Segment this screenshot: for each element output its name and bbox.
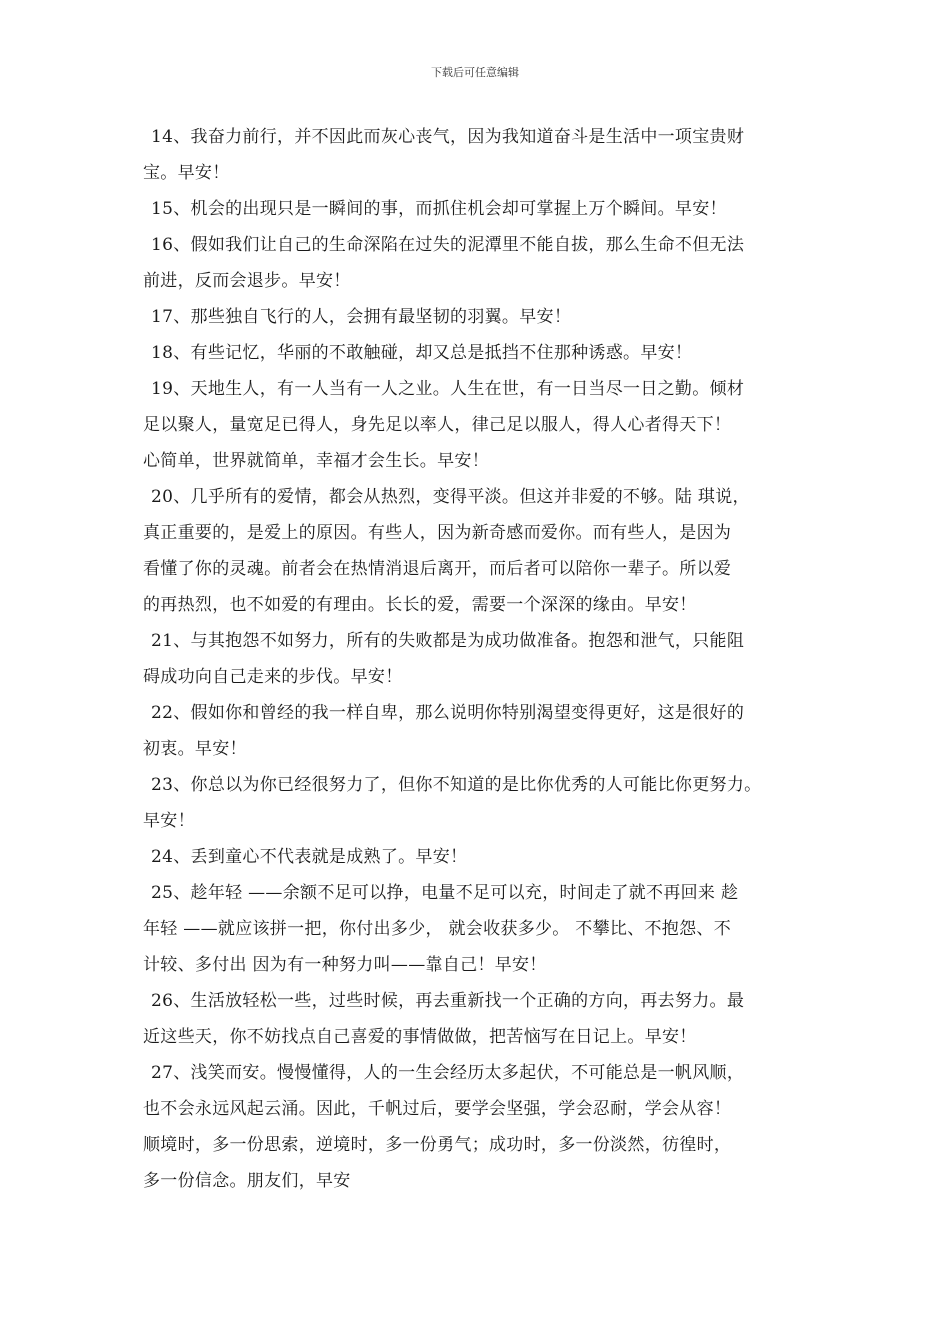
text-line: 近这些天，你不妨找点自己喜爱的事情做做，把苦恼写在日记上。早安！ (143, 1027, 697, 1047)
text-line: 初衷。早安！ (143, 739, 247, 759)
text-line: 25、趁年轻 ——余额不足可以挣，电量不足可以充，时间走了就不再回来 趁 (151, 883, 739, 903)
text-line: 也不会永远风起云涌。因此，千帆过后，要学会坚强，学会忍耐，学会从容！ (143, 1099, 732, 1119)
text-line: 21、与其抱怨不如努力，所有的失败都是为成功做准备。抱怨和泄气，只能阻 (151, 631, 745, 651)
text-line: 碍成功向自己走来的步伐。早安！ (143, 667, 403, 687)
document-body (143, 119, 823, 1199)
text-line: 19、天地生人，有一人当有一人之业。人生在世，有一日当尽一日之勤。倾材 (151, 379, 745, 399)
text-line: 足以聚人，量宽足已得人，身先足以率人，律己足以服人，得人心者得天下！ (143, 415, 732, 435)
text-line: 27、浅笑而安。慢慢懂得，人的一生会经历太多起伏，不可能总是一帆风顺， (151, 1063, 745, 1083)
text-line: 真正重要的，是爱上的原因。有些人，因为新奇感而爱你。而有些人，是因为 (143, 523, 732, 543)
text-line: 心简单，世界就简单，幸福才会生长。早安！ (143, 451, 489, 471)
text-line: 宝。早安！ (143, 163, 230, 183)
text-line: 24、丢到童心不代表就是成熟了。早安！ (151, 847, 468, 867)
text-line: 多一份信念。朋友们，早安 (143, 1171, 351, 1191)
text-line: 16、假如我们让自己的生命深陷在过失的泥潭里不能自拔，那么生命不但无法 (151, 235, 745, 255)
text-line: 计较、多付出 因为有一种努力叫——靠自己！早安！ (143, 955, 547, 975)
text-line: 20、几乎所有的爱情，都会从热烈，变得平淡。但这并非爱的不够。陆 琪说， (151, 487, 750, 507)
text-line: 17、那些独自飞行的人，会拥有最坚韧的羽翼。早安！ (151, 307, 572, 327)
text-line: 15、机会的出现只是一瞬间的事，而抓住机会却可掌握上万个瞬间。早安！ (151, 199, 727, 219)
text-line: 26、生活放轻松一些，过些时候，再去重新找一个正确的方向，再去努力。最 (151, 991, 745, 1011)
text-line: 顺境时，多一份思索，逆境时，多一份勇气；成功时，多一份淡然，彷徨时， (143, 1135, 732, 1155)
text-line: 看懂了你的灵魂。前者会在热情消退后离开，而后者可以陪你一辈子。所以爱 (143, 559, 732, 579)
text-line: 的再热烈，也不如爱的有理由。长长的爱，需要一个深深的缘由。早安！ (143, 595, 697, 615)
text-line: 14、我奋力前行，并不因此而灰心丧气，因为我知道奋斗是生活中一项宝贵财 (151, 127, 745, 147)
text-line: 22、假如你和曾经的我一样自卑，那么说明你特别渴望变得更好，这是很好的 (151, 703, 745, 723)
text-line: 年轻 ——就应该拼一把，你付出多少， 就会收获多少。 不攀比、不抱怨、不 (143, 919, 732, 939)
text-line: 23、你总以为你已经很努力了，但你不知道的是比你优秀的人可能比你更努力。 (151, 775, 762, 795)
text-line: 早安！ (143, 811, 195, 831)
text-line: 18、有些记忆，华丽的不敢触碰，却又总是抵挡不住那种诱惑。早安！ (151, 343, 693, 363)
page-header: 下载后可任意编辑 (431, 66, 519, 79)
text-line: 前进，反而会退步。早安！ (143, 271, 351, 291)
